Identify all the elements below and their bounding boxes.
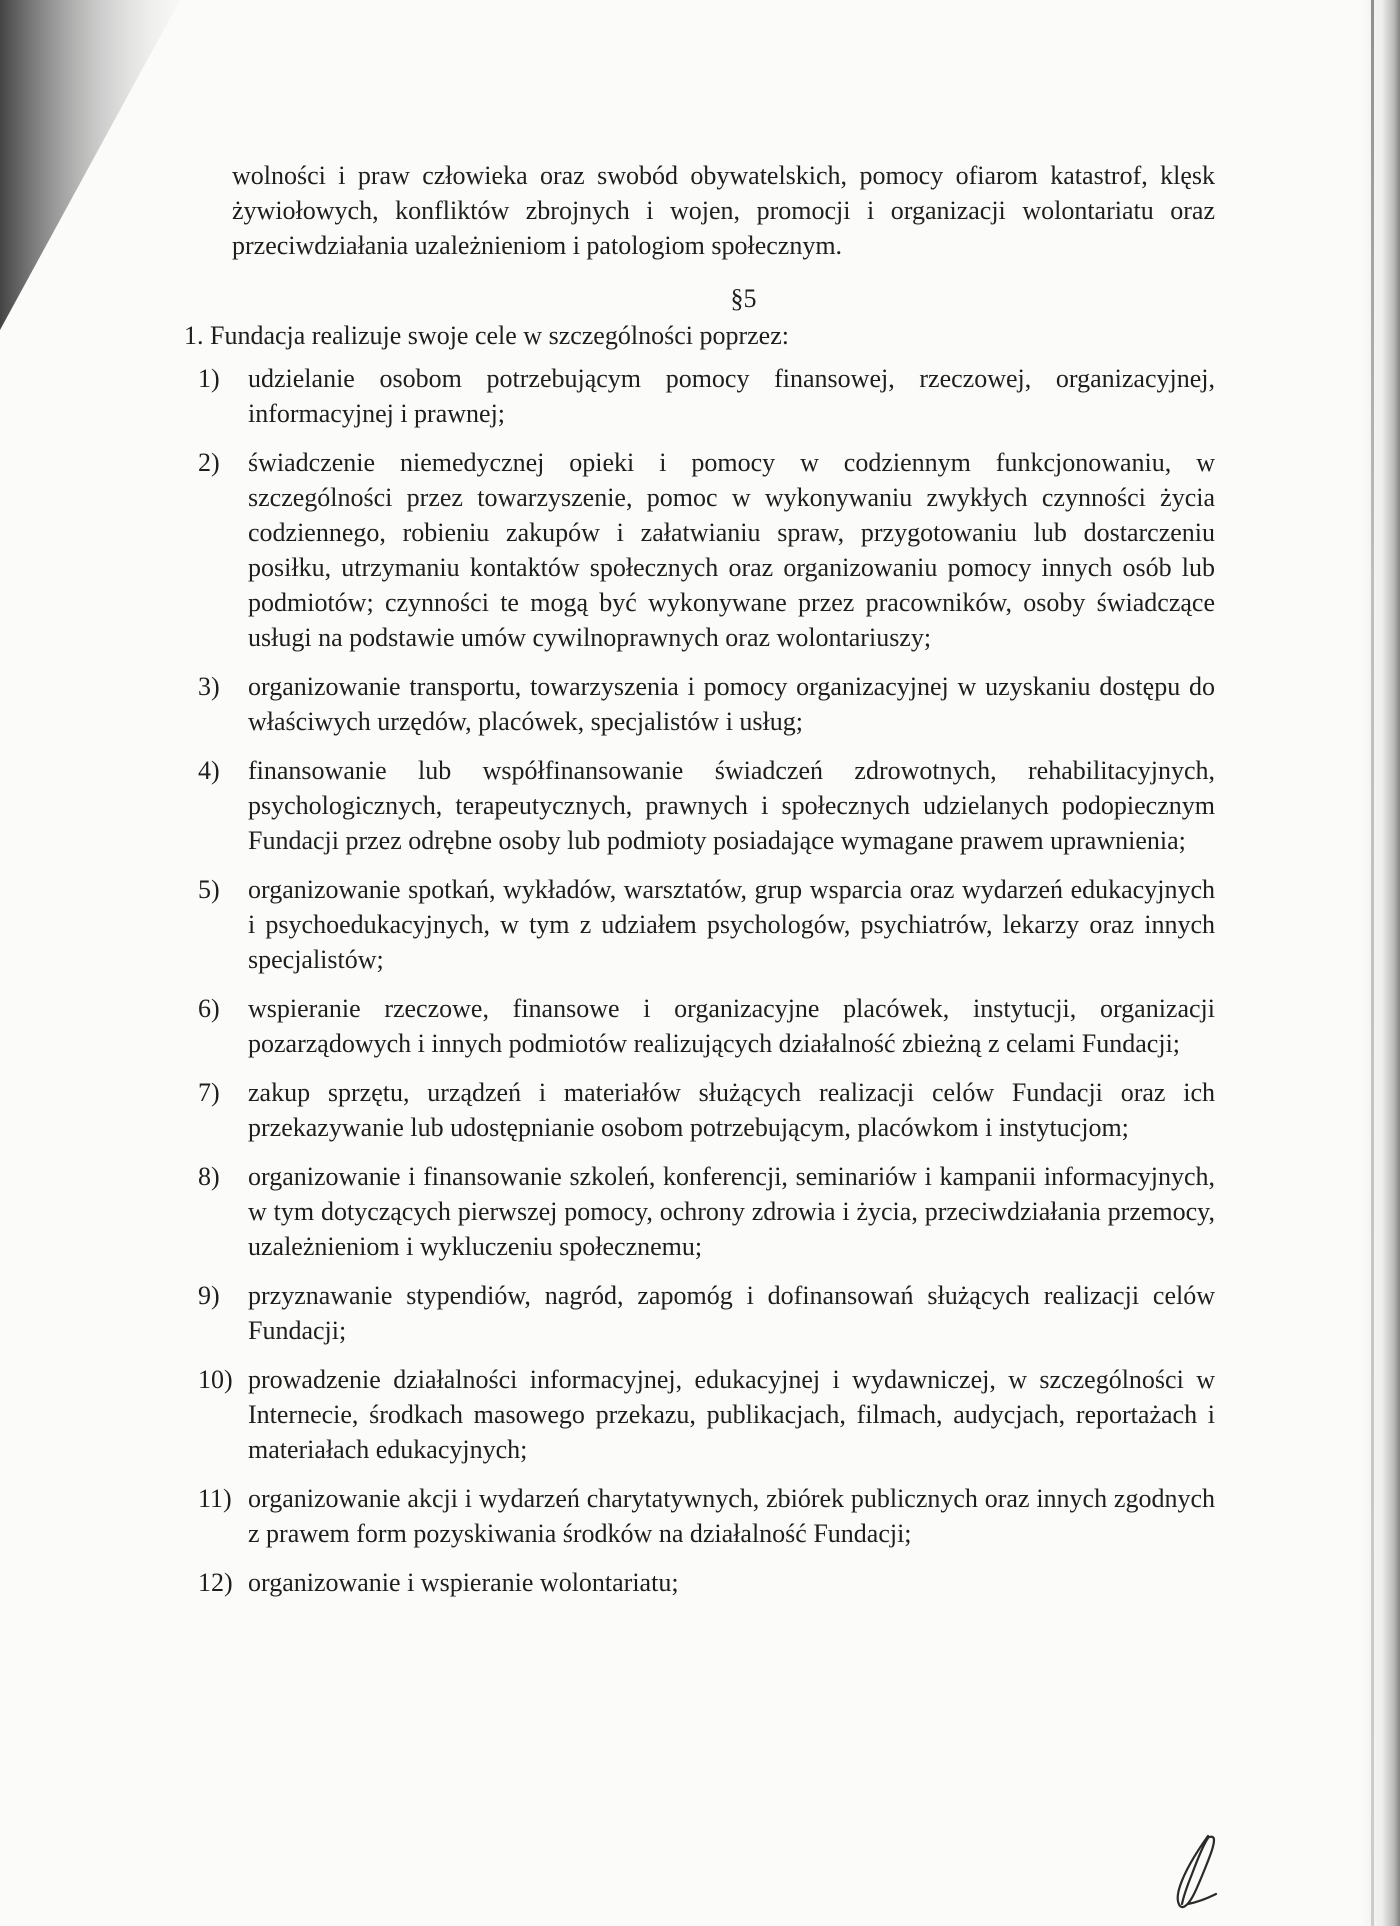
item-text: organizowanie i finansowanie szkoleń, konferencji, seminariów i kampanii informacyjnych, w tym dotyczących pierwszej pomocy, ochrony zdrowia i życia, przeciwdziałania przemocy, uzależnieniom i wykluczeniu społecznemu;: [248, 1162, 1215, 1261]
item-text: udzielanie osobom potrzebującym pomocy finansowej, rzeczowej, organizacyjnej, informacyjnej i prawnej;: [248, 364, 1215, 428]
section-heading: §5: [730, 284, 757, 313]
scan-shadow-left: [0, 0, 190, 330]
item-text: świadczenie niemedycznej opieki i pomocy w codziennym funkcjonowaniu, w szczególności przez towarzyszenie, pomoc w wykonywaniu zwykłych czynności życia codziennego, robieniu zakupów i załatwianiu spraw, przygotowaniu lub dostarczeniu posiłku, utrzymaniu kontaktów społecznych oraz organizowaniu pomocy innych osób lub podmiotów; czynności te mogą być wykonywane przez pracowników, osoby świadczące usługi na podstawie umów cywilnoprawnych oraz wolontariuszy;: [248, 448, 1215, 652]
item-text: organizowanie akcji i wydarzeń charytatywnych, zbiórek publicznych oraz innych zgodnych z prawem form pozyskiwania środków na działalność Fundacji;: [248, 1484, 1215, 1548]
item-number: 5): [198, 875, 220, 904]
list-item: [198, 1565, 1215, 1600]
item-number: 9): [198, 1281, 220, 1310]
item-number: 2): [198, 448, 220, 477]
item-number: 3): [198, 672, 220, 701]
item-text: organizowanie spotkań, wykładów, warsztatów, grup wsparcia oraz wydarzeń edukacyjnych i psychoedukacyjnych, w tym z udziałem psychologów, psychiatrów, lekarzy oraz innych specjalistów;: [248, 875, 1215, 974]
scan-edge-line: [1371, 0, 1374, 1926]
item-text: organizowanie transportu, towarzyszenia i pomocy organizacyjnej w uzyskaniu dostępu do właściwych urzędów, placówek, specjalistów i usług;: [248, 672, 1215, 736]
list-item: [198, 361, 1215, 431]
section-lead: 1. Fundacja realizuje swoje cele w szczególności poprzez:: [184, 321, 789, 350]
item-number: 12): [198, 1568, 233, 1597]
item-number: 10): [198, 1365, 233, 1394]
item-number: 1): [198, 364, 220, 393]
scan-shadow-right: [1360, 0, 1400, 1926]
list-item: [198, 445, 1215, 655]
list-item: [198, 753, 1215, 858]
list-item: [198, 991, 1215, 1061]
item-text: przyznawanie stypendiów, nagród, zapomóg i dofinansowań służących realizacji celów Fundacji;: [248, 1281, 1215, 1345]
intro-paragraph: wolności i praw człowieka oraz swobód obywatelskich, pomocy ofiarom katastrof, klęsk żywiołowych, konfliktów zbrojnych i wojen, promocji i organizacji wolontariatu oraz przeciwdziałania uzależnieniom i patologiom społecznym.: [232, 161, 1215, 260]
item-text: finansowanie lub współfinansowanie świadczeń zdrowotnych, rehabilitacyjnych, psychologicznych, terapeutycznych, prawnych i społecznych udzielanych podopiecznym Fundacji przez odrębne osoby lub podmioty posiadające wymagane prawem uprawnienia;: [248, 756, 1215, 855]
item-number: 11): [198, 1484, 232, 1513]
document-body: [184, 158, 1215, 1614]
handwritten-initial-signature: [1168, 1832, 1228, 1912]
list-item: [198, 1362, 1215, 1467]
item-text: organizowanie i wspieranie wolontariatu;: [248, 1568, 679, 1597]
item-number: 4): [198, 756, 220, 785]
item-list: [198, 361, 1215, 1600]
item-text: wspieranie rzeczowe, finansowe i organizacyjne placówek, instytucji, organizacji pozarządowych i innych podmiotów realizujących działalność zbieżną z celami Fundacji;: [248, 994, 1215, 1058]
item-number: 7): [198, 1078, 220, 1107]
list-item: [198, 1075, 1215, 1145]
list-item: [198, 669, 1215, 739]
item-text: prowadzenie działalności informacyjnej, edukacyjnej i wydawniczej, w szczególności w Internecie, środkach masowego przekazu, publikacjach, filmach, audycjach, reportażach i materiałach edukacyjnych;: [248, 1365, 1215, 1464]
list-item: [198, 1159, 1215, 1264]
item-text: zakup sprzętu, urządzeń i materiałów służących realizacji celów Fundacji oraz ich przekazywanie lub udostępnianie osobom potrzebującym, placówkom i instytucjom;: [248, 1078, 1215, 1142]
list-item: [198, 1278, 1215, 1348]
list-item: [198, 872, 1215, 977]
item-number: 6): [198, 994, 220, 1023]
list-item: [198, 1481, 1215, 1551]
item-number: 8): [198, 1162, 220, 1191]
